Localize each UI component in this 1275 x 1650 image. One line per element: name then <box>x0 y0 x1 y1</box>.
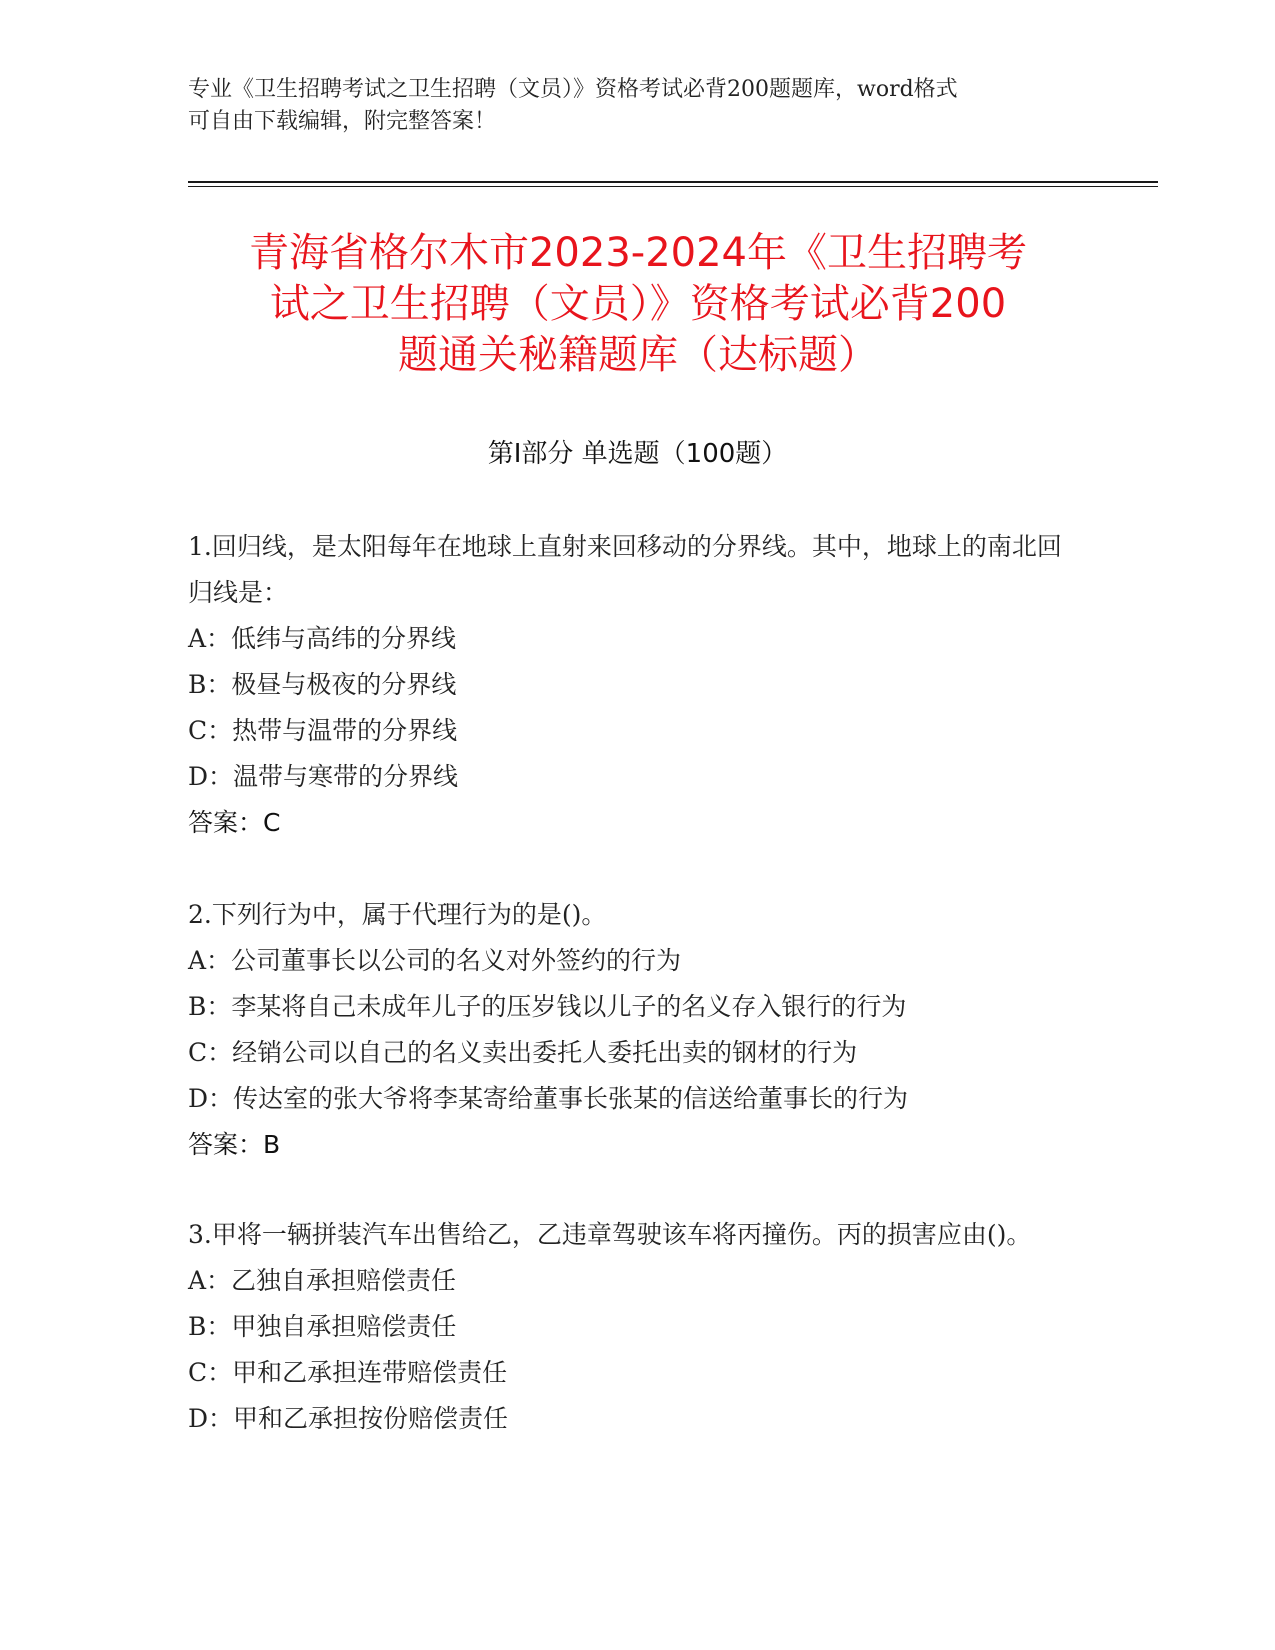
option-c: C：甲和乙承担连带赔偿责任 <box>188 1358 508 1387</box>
section-heading: 第Ⅰ部分 单选题（100题） <box>487 439 788 469</box>
title-line-2: 试之卫生招聘（文员）》资格考试必背200 <box>269 281 1007 327</box>
option-d: D：温带与寒带的分界线 <box>188 762 459 791</box>
option-d: D：传达室的张大爷将李某寄给董事长张某的信送给董事长的行为 <box>188 1084 909 1113</box>
header-note <box>188 74 1068 138</box>
header-note-line-2: 可自由下载编辑，附完整答案！ <box>188 109 497 134</box>
header-divider-thick <box>188 181 1158 183</box>
question-stem: 3.甲将一辆拼装汽车出售给乙，乙违章驾驶该车将丙撞伤。丙的损害应由()。 <box>188 1220 1032 1249</box>
option-b: B：李某将自己未成年儿子的压岁钱以儿子的名义存入银行的行为 <box>188 992 907 1021</box>
option-c: C：热带与温带的分界线 <box>188 716 458 745</box>
answer-label: 答案：C <box>188 808 281 837</box>
header-note-line-1: 专业《卫生招聘考试之卫生招聘（文员）》资格考试必背200题题库，word格式 <box>188 77 958 102</box>
question-stem: 1.回归线，是太阳每年在地球上直射来回移动的分界线。其中，地球上的南北回归线是： <box>188 532 1062 607</box>
option-a: A：乙独自承担赔偿责任 <box>188 1266 457 1295</box>
option-c: C：经销公司以自己的名义卖出委托人委托出卖的钢材的行为 <box>188 1038 858 1067</box>
question-1 <box>188 524 1068 846</box>
option-b: B：极昼与极夜的分界线 <box>188 670 457 699</box>
title-line-3: 题通关秘籍题库（达标题） <box>398 332 878 378</box>
question-2 <box>188 892 1068 1168</box>
document-title <box>188 228 1088 381</box>
option-a: A：低纬与高纬的分界线 <box>188 624 457 653</box>
answer-label: 答案：B <box>188 1130 281 1159</box>
header-divider-thin <box>188 186 1158 187</box>
question-3 <box>188 1212 1068 1442</box>
option-d: D：甲和乙承担按份赔偿责任 <box>188 1404 509 1433</box>
title-line-1: 青海省格尔木市2023-2024年《卫生招聘考 <box>248 230 1028 276</box>
question-stem: 2.下列行为中，属于代理行为的是()。 <box>188 900 607 929</box>
option-a: A：公司董事长以公司的名义对外签约的行为 <box>188 946 682 975</box>
option-b: B：甲独自承担赔偿责任 <box>188 1312 457 1341</box>
